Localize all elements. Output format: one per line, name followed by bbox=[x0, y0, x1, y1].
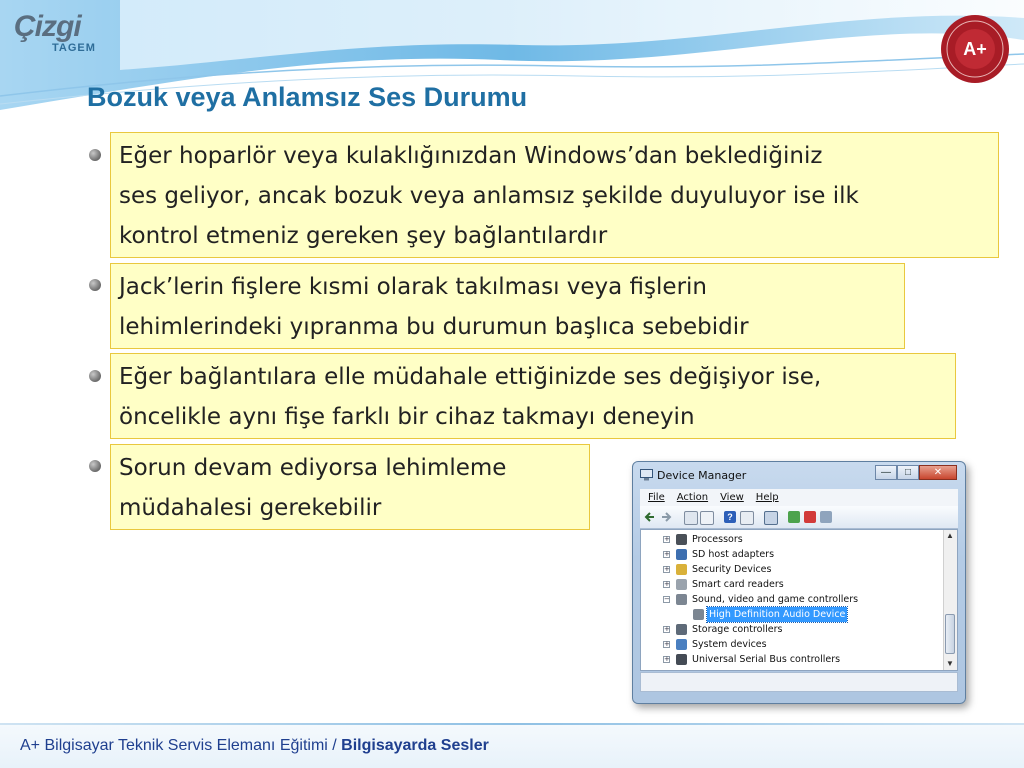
menu-bar bbox=[640, 489, 958, 506]
expand-toggle[interactable]: + bbox=[664, 625, 670, 633]
expand-toggle[interactable]: + bbox=[664, 640, 670, 648]
logo-wordmark: Çizgi bbox=[14, 10, 81, 43]
key-icon bbox=[676, 564, 687, 575]
tree-label: System devices bbox=[692, 639, 767, 650]
show-hide-tree-icon[interactable] bbox=[700, 511, 714, 525]
bullet-text-1: Eğer hoparlör veya kulaklığınızdan Windows’dan beklediğiniz ses geliyor, ancak bozuk veya anlamsız şekilde duyuluyor ise ilk kontrol etmeniz gereken şey bağlantılardır bbox=[110, 132, 999, 258]
computer-icon bbox=[676, 639, 687, 650]
update-driver-icon[interactable] bbox=[788, 511, 800, 523]
scroll-down-arrow-icon[interactable]: ▼ bbox=[946, 659, 954, 668]
scroll-up-arrow-icon[interactable]: ▲ bbox=[946, 531, 954, 540]
forward-arrow-icon[interactable] bbox=[660, 511, 672, 523]
device-manager-window bbox=[632, 461, 966, 704]
bullet-dot-1 bbox=[89, 149, 101, 161]
tree-label: Sound, video and game controllers bbox=[692, 594, 859, 605]
disable-device-icon[interactable] bbox=[820, 511, 832, 523]
storage-icon bbox=[676, 624, 687, 635]
bullet-text-2: Jack’lerin fişlere kısmi olarak takılması veya fişlerin lehimlerindeki yıpranma bu durumun başlıca sebebidir bbox=[110, 263, 905, 349]
card-reader-icon bbox=[676, 579, 687, 590]
logo-subtitle: TAGEM bbox=[52, 42, 96, 54]
footer-course: A+ Bilgisayar Teknik Servis Elemanı Eğitimi bbox=[20, 737, 328, 754]
footer-topic: Bilgisayarda Sesler bbox=[341, 737, 489, 754]
expand-toggle[interactable]: + bbox=[664, 580, 670, 588]
menu-action[interactable]: Action bbox=[676, 492, 709, 503]
bullet-dot-2 bbox=[89, 279, 101, 291]
scan-hardware-icon[interactable] bbox=[764, 511, 778, 525]
maximize-button[interactable]: □ bbox=[897, 465, 919, 480]
cpu-icon bbox=[676, 534, 687, 545]
tree-label: Security Devices bbox=[692, 564, 772, 575]
expand-toggle[interactable]: + bbox=[664, 535, 670, 543]
collapse-toggle[interactable]: − bbox=[664, 595, 670, 603]
vertical-scrollbar[interactable] bbox=[943, 530, 957, 670]
menu-help[interactable]: Help bbox=[755, 492, 779, 503]
bullet-dot-3 bbox=[89, 370, 101, 382]
tree-label-selected: High Definition Audio Device bbox=[709, 609, 846, 620]
uninstall-icon[interactable] bbox=[804, 511, 816, 523]
tree-label: SD host adapters bbox=[692, 549, 775, 560]
toolbar bbox=[640, 506, 958, 529]
tree-label: Smart card readers bbox=[692, 579, 784, 590]
a-plus-seal-icon bbox=[938, 12, 1012, 86]
seal-text: A+ bbox=[963, 39, 987, 59]
status-bar bbox=[640, 672, 958, 692]
view-icon[interactable] bbox=[740, 511, 754, 525]
close-button[interactable]: ✕ bbox=[919, 465, 957, 480]
slide-title: Bozuk veya Anlamsız Ses Durumu bbox=[87, 82, 528, 112]
bullet-text-4: Sorun devam ediyorsa lehimleme müdahalesi gerekebilir bbox=[110, 444, 590, 530]
expand-toggle[interactable]: + bbox=[664, 655, 670, 663]
bullet-text-3: Eğer bağlantılara elle müdahale ettiğinizde ses değişiyor ise, öncelikle aynı fişe farklı bir cihaz takmayı deneyin bbox=[110, 353, 956, 439]
device-manager-icon bbox=[640, 469, 653, 481]
footer-separator: / bbox=[327, 737, 342, 754]
device-tree bbox=[640, 529, 958, 671]
minimize-button[interactable]: — bbox=[875, 465, 897, 480]
expand-toggle[interactable]: + bbox=[664, 550, 670, 558]
tree-label: Processors bbox=[692, 534, 743, 545]
menu-view[interactable]: View bbox=[720, 492, 744, 503]
tree-label: Storage controllers bbox=[692, 624, 783, 635]
footer-text bbox=[20, 737, 489, 755]
cizgi-tagem-logo bbox=[14, 10, 114, 60]
help-icon[interactable]: ? bbox=[724, 511, 736, 523]
scroll-thumb[interactable] bbox=[945, 614, 955, 654]
bullet-dot-4 bbox=[89, 460, 101, 472]
back-arrow-icon[interactable] bbox=[644, 511, 656, 523]
speaker-icon bbox=[693, 609, 704, 620]
expand-toggle[interactable]: + bbox=[664, 565, 670, 573]
properties-icon[interactable] bbox=[684, 511, 698, 525]
menu-file[interactable]: File bbox=[648, 492, 665, 503]
window-controls bbox=[875, 465, 957, 481]
window-title: Device Manager bbox=[657, 469, 747, 482]
usb-icon bbox=[676, 654, 687, 665]
speaker-icon bbox=[676, 594, 687, 605]
sd-card-icon bbox=[676, 549, 687, 560]
tree-label: Universal Serial Bus controllers bbox=[692, 654, 841, 665]
